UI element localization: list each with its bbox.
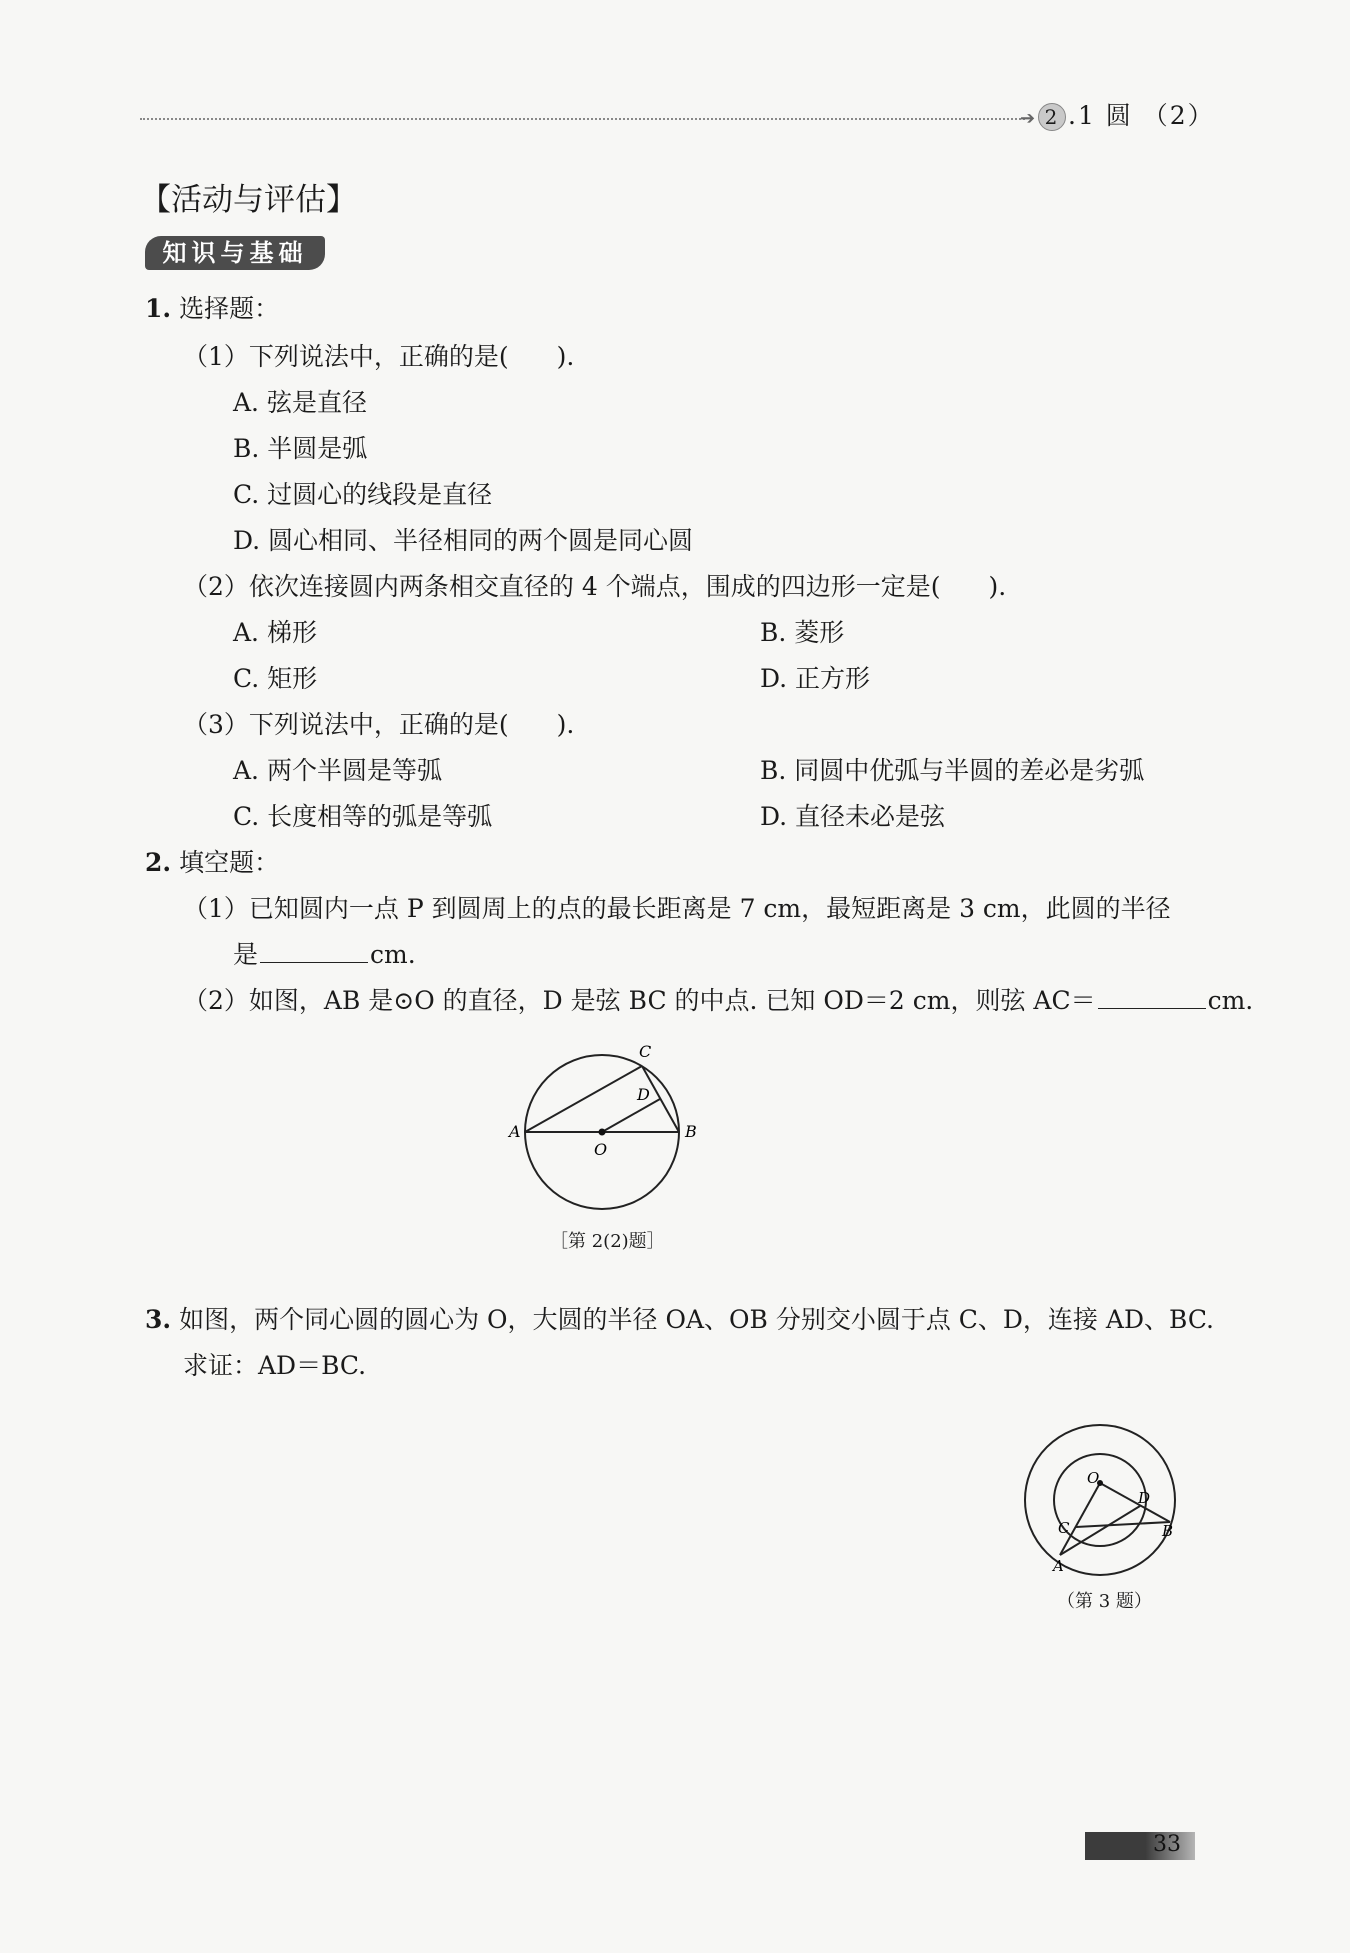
question-number: 1. xyxy=(145,294,172,323)
answer-blank[interactable] xyxy=(260,938,368,963)
chapter-title: .1 圆 （2） xyxy=(1068,101,1215,130)
question-2-heading xyxy=(145,845,279,881)
q2-sub2-stem xyxy=(183,983,1253,1019)
label-a: A xyxy=(509,1122,521,1141)
q1-sub1-stem xyxy=(183,339,574,375)
q1-sub2-option-d: D. 正方形 xyxy=(760,664,871,693)
label-b: B xyxy=(1162,1522,1174,1540)
question-number: 3. xyxy=(145,1305,172,1334)
label-c: C xyxy=(639,1042,652,1061)
section-title: 【活动与评估】 xyxy=(140,182,357,218)
section-badge: 知识与基础 xyxy=(145,236,325,270)
label-a: A xyxy=(1053,1557,1064,1575)
label-d: D xyxy=(637,1085,650,1104)
label-c: C xyxy=(1058,1519,1070,1537)
stem-end: ). xyxy=(988,572,1007,601)
stem-end: ). xyxy=(556,710,575,739)
q1-sub2-option-c: C. 矩形 xyxy=(233,664,318,693)
q1-sub3-option-c: C. 长度相等的弧是等弧 xyxy=(233,802,493,831)
q2-sub1-line2 xyxy=(233,937,416,973)
q1-sub3-option-d: D. 直径未必是弦 xyxy=(760,802,946,831)
chord-ac xyxy=(525,1066,642,1132)
label-b: B xyxy=(685,1122,697,1141)
q1-sub1-option-c: C. 过圆心的线段是直径 xyxy=(233,480,493,509)
figure-q3-concentric xyxy=(1010,1405,1200,1585)
label-d: D xyxy=(1138,1489,1151,1507)
segment-ad xyxy=(1060,1506,1140,1555)
q1-sub2-option-b: B. 菱形 xyxy=(760,618,845,647)
q1-sub2-option-a: A. 梯形 xyxy=(233,618,317,647)
q1-sub1-option-b: B. 半圆是弧 xyxy=(233,434,368,463)
page-number: 33 xyxy=(1153,1832,1181,1857)
stem-end: ). xyxy=(556,342,575,371)
unit: cm. xyxy=(370,940,416,969)
stem-text: （1）下列说法中，正确的是( xyxy=(183,342,509,371)
radius-ob xyxy=(1100,1483,1170,1522)
text: 是 xyxy=(233,940,259,969)
q1-sub2-stem xyxy=(183,569,1006,605)
label-o: O xyxy=(594,1140,608,1159)
question-3-line2: 求证：AD＝BC. xyxy=(183,1351,367,1380)
q2-sub1-line1: （1）已知圆内一点 P 到圆周上的点的最长距离是 7 cm，最短距离是 3 cm，此圆的半径 xyxy=(183,894,1171,923)
q1-sub3-option-b: B. 同圆中优弧与半圆的差必是劣弧 xyxy=(760,756,1145,785)
question-number: 2. xyxy=(145,848,172,877)
center-point xyxy=(599,1129,606,1136)
q1-sub1-option-d: D. 圆心相同、半径相同的两个圆是同心圆 xyxy=(233,526,694,555)
chapter-header xyxy=(1038,98,1215,134)
q1-sub1-option-a: A. 弦是直径 xyxy=(233,388,367,417)
figure-3-caption: （第 3 题） xyxy=(1057,1591,1152,1612)
chapter-number-badge: 2 xyxy=(1038,103,1066,131)
question-prompt: 填空题： xyxy=(179,848,280,877)
header-rule xyxy=(140,118,1025,120)
outer-circle xyxy=(1025,1425,1175,1575)
question-1-heading xyxy=(145,291,279,327)
question-prompt: 选择题： xyxy=(179,294,280,323)
figure-2-caption: ［第 2(2)题］ xyxy=(550,1231,665,1252)
arrow-icon: ➔ xyxy=(1020,108,1036,129)
stem-text: （2）如图，AB 是⊙O 的直径，D 是弦 BC 的中点. 已知 OD＝2 cm，则弦 AC＝ xyxy=(183,986,1096,1015)
stem-text: （2）依次连接圆内两条相交直径的 4 个端点，围成的四边形一定是( xyxy=(183,572,941,601)
question-text: 如图，两个同心圆的圆心为 O，大圆的半径 OA、OB 分别交小圆于点 C、D，连接 AD、BC. xyxy=(179,1305,1215,1334)
q1-sub3-stem xyxy=(183,707,574,743)
answer-blank[interactable] xyxy=(1098,984,1206,1009)
unit: cm. xyxy=(1207,986,1254,1015)
question-3-line1 xyxy=(145,1302,1214,1338)
segment-bc xyxy=(1076,1522,1170,1527)
segment-od xyxy=(602,1099,660,1132)
q1-sub3-option-a: A. 两个半圆是等弧 xyxy=(233,756,442,785)
label-o: O xyxy=(1087,1469,1100,1487)
figure-q2-circle xyxy=(505,1035,705,1225)
stem-text: （3）下列说法中，正确的是( xyxy=(183,710,509,739)
